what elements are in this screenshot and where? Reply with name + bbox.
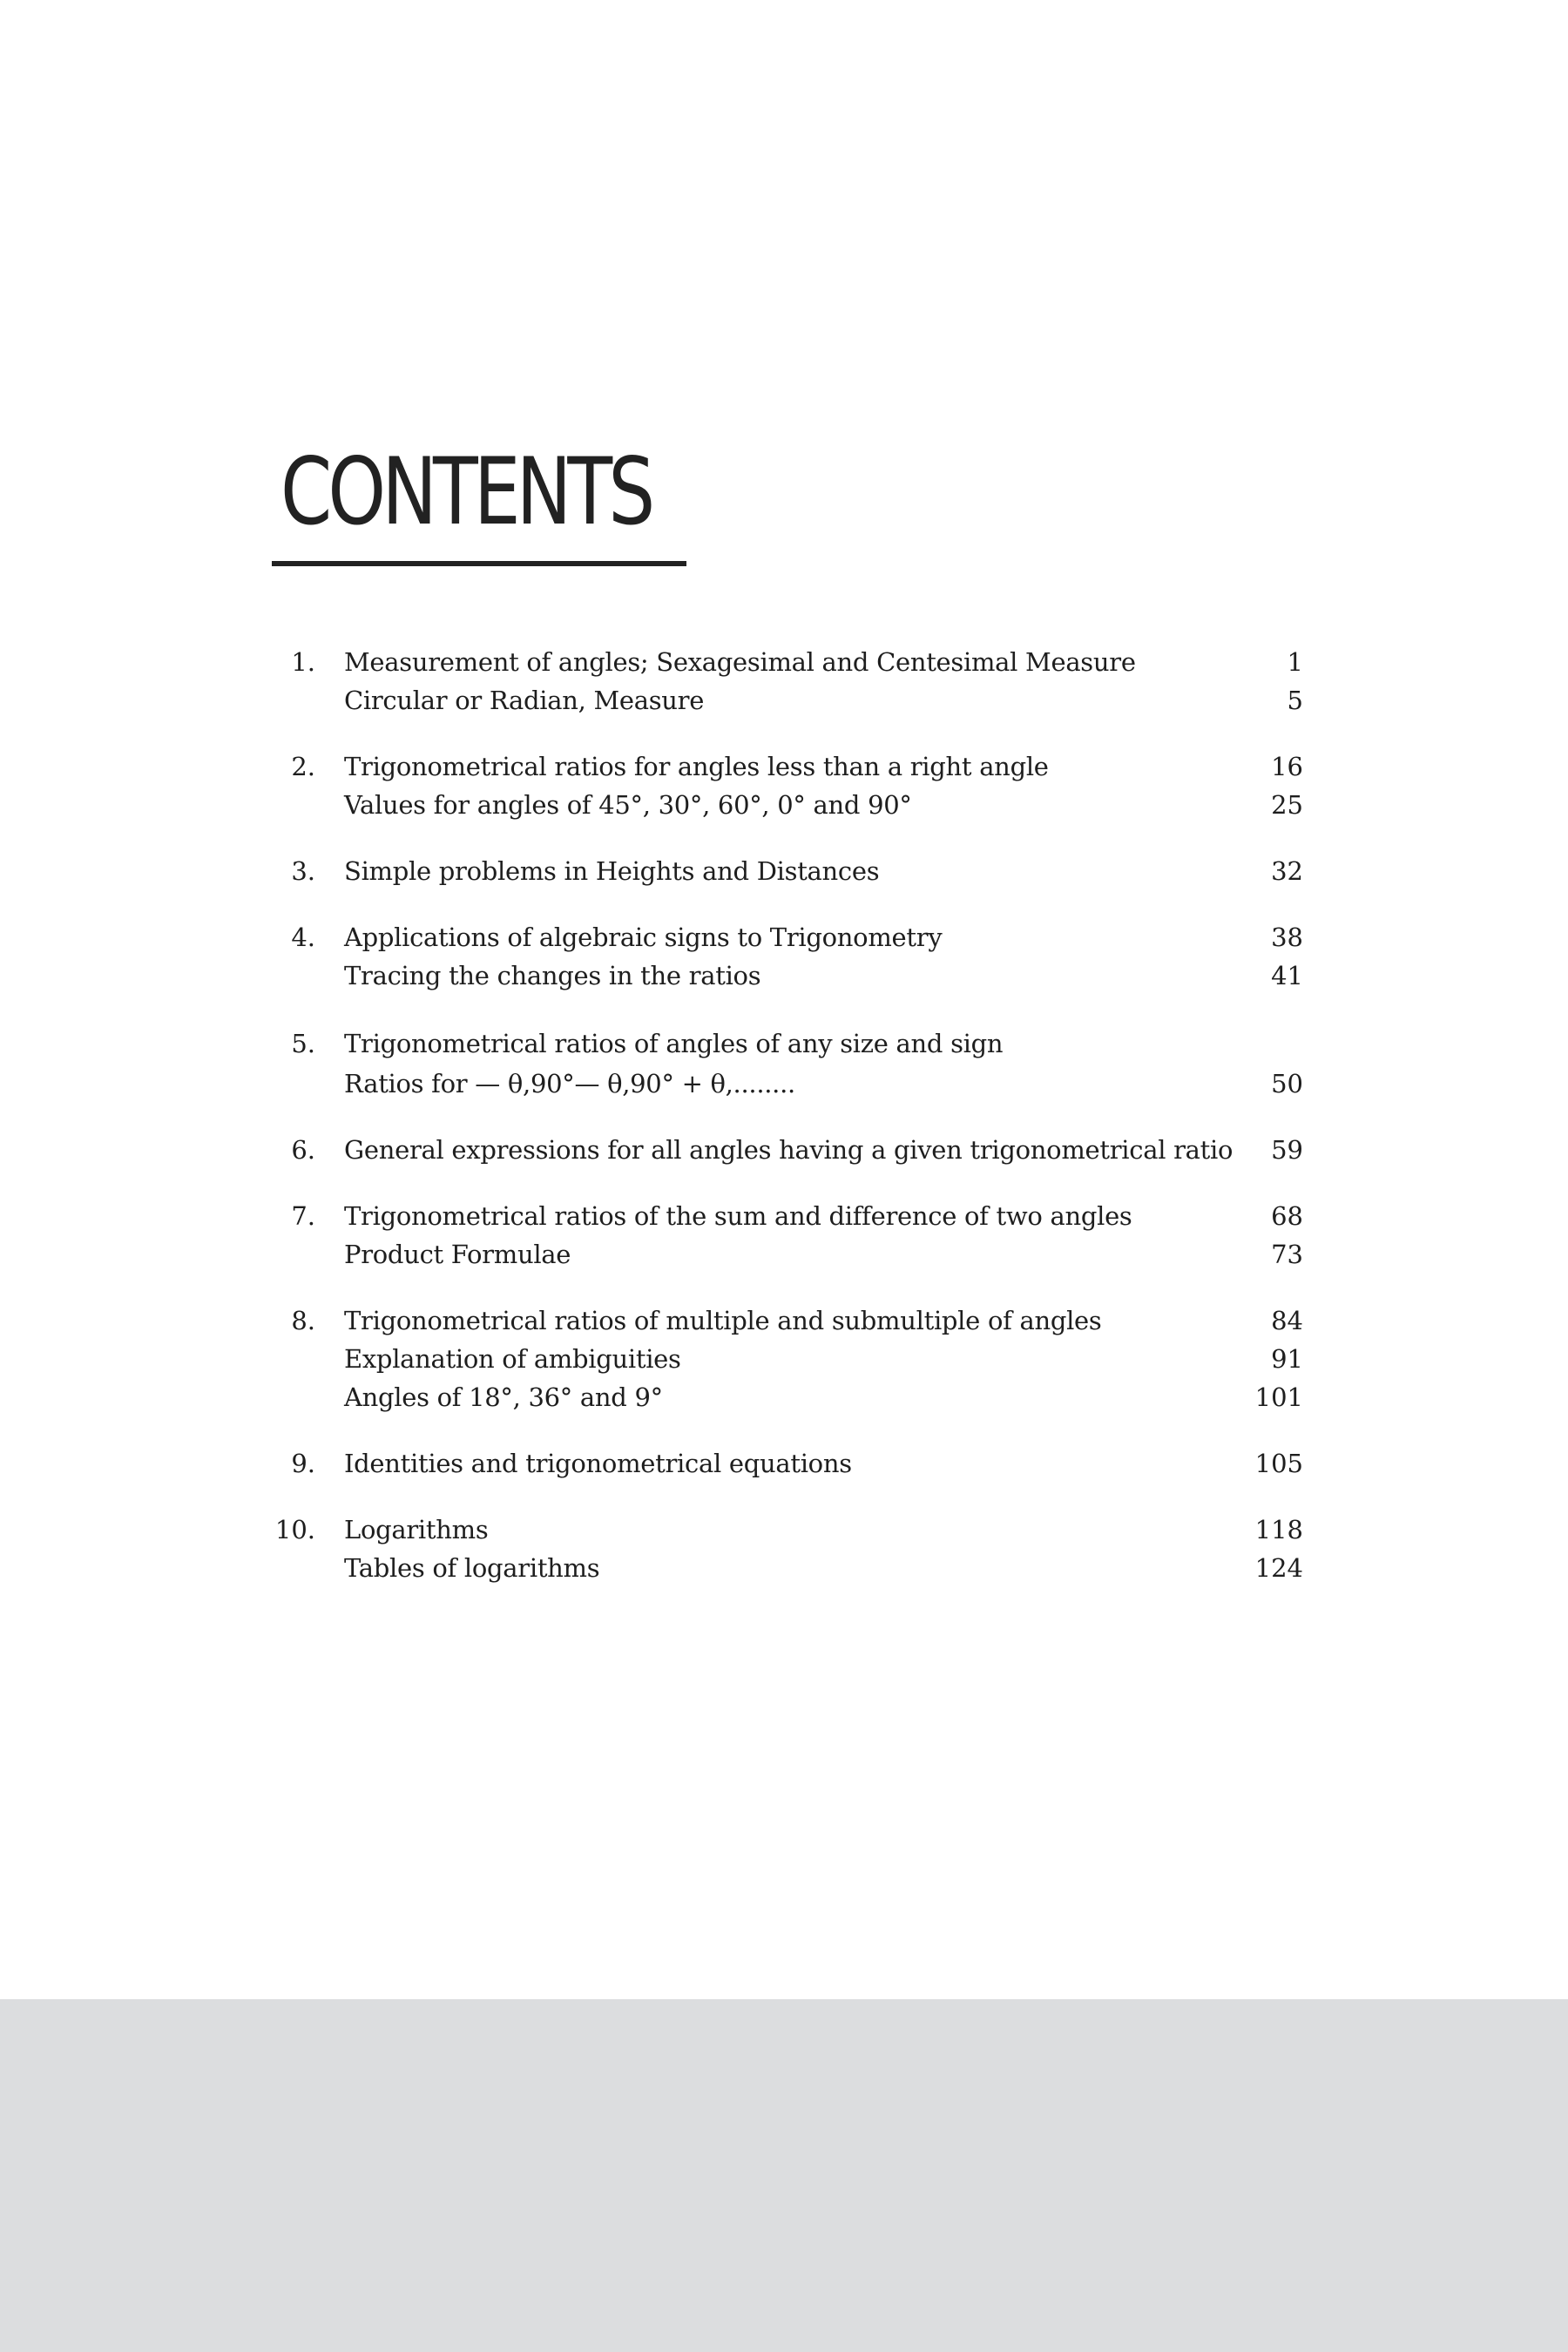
toc-entry bbox=[272, 1444, 1303, 1483]
toc-line bbox=[272, 1340, 1303, 1378]
toc-line bbox=[272, 1378, 1303, 1416]
page-number: 38 bbox=[1271, 923, 1303, 952]
toc-line-title: Simple problems in Heights and Distances bbox=[344, 856, 880, 886]
heading-underline bbox=[272, 561, 686, 566]
page-number: 5 bbox=[1287, 686, 1303, 715]
toc-line bbox=[272, 1235, 1303, 1274]
toc-line-title: Angles of 18°, 36° and 9° bbox=[344, 1382, 663, 1412]
page-number: 32 bbox=[1271, 856, 1303, 886]
toc-line bbox=[272, 1131, 1303, 1169]
toc-line bbox=[272, 1197, 1303, 1235]
page-number: 124 bbox=[1254, 1553, 1303, 1583]
page-number: 73 bbox=[1271, 1240, 1303, 1269]
toc-line bbox=[272, 852, 1303, 890]
page-number: 41 bbox=[1271, 961, 1303, 990]
toc-line-title: Applications of algebraic signs to Trigonometry bbox=[344, 923, 943, 952]
toc-line-title: Explanation of ambiguities bbox=[344, 1344, 681, 1374]
toc-entry bbox=[272, 1511, 1303, 1587]
toc-line-title: Identities and trigonometrical equations bbox=[344, 1449, 852, 1478]
toc-line-title: Trigonometrical ratios for angles less than a right angle bbox=[344, 752, 1049, 781]
chapter-number: 8. bbox=[291, 1306, 315, 1335]
toc-line-title: Product Formulae bbox=[344, 1240, 571, 1269]
page-number: 68 bbox=[1271, 1201, 1303, 1231]
chapter-number: 5. bbox=[291, 1029, 315, 1058]
page-number: 50 bbox=[1271, 1069, 1303, 1098]
page-number: 16 bbox=[1271, 752, 1303, 781]
chapter-number: 4. bbox=[291, 923, 315, 952]
toc-line-title: Tracing the changes in the ratios bbox=[344, 961, 761, 990]
chapter-number: 6. bbox=[291, 1135, 315, 1165]
toc-line-title: Circular or Radian, Measure bbox=[344, 686, 705, 715]
contents-heading bbox=[272, 436, 686, 571]
toc-line bbox=[272, 1064, 1303, 1103]
contents-title: CONTENTS bbox=[280, 438, 652, 545]
toc-entry bbox=[272, 747, 1303, 824]
toc-line bbox=[272, 918, 1303, 956]
toc-line bbox=[272, 1444, 1303, 1483]
chapter-number: 3. bbox=[291, 856, 315, 886]
toc-line bbox=[272, 956, 1303, 995]
toc-entry bbox=[272, 852, 1303, 890]
toc-entry bbox=[272, 1023, 1303, 1103]
toc-line bbox=[272, 681, 1303, 720]
toc-line bbox=[272, 1549, 1303, 1587]
toc-line-title: Trigonometrical ratios of multiple and submultiple of angles bbox=[344, 1306, 1102, 1335]
toc-entry bbox=[272, 1131, 1303, 1169]
chapter-number: 9. bbox=[291, 1449, 315, 1478]
toc-line-title: Measurement of angles; Sexagesimal and Centesimal Measure bbox=[344, 647, 1136, 677]
toc-line bbox=[272, 747, 1303, 786]
toc-line-title: Logarithms bbox=[344, 1515, 489, 1544]
toc-line bbox=[272, 786, 1303, 824]
table-of-contents bbox=[272, 643, 1303, 1615]
page-number: 59 bbox=[1271, 1135, 1303, 1165]
toc-line bbox=[272, 1301, 1303, 1340]
page-number: 101 bbox=[1254, 1382, 1303, 1412]
toc-line bbox=[272, 1511, 1303, 1549]
toc-entry bbox=[272, 1197, 1303, 1274]
chapter-number: 1. bbox=[291, 647, 315, 677]
toc-line-title: Trigonometrical ratios of the sum and difference of two angles bbox=[344, 1201, 1132, 1231]
toc-line-title: Ratios for — θ,90°— θ,90° + θ,........ bbox=[344, 1069, 795, 1098]
page-bottom-band bbox=[0, 1999, 1568, 2352]
toc-line-title: Tables of logarithms bbox=[344, 1553, 600, 1583]
chapter-number: 2. bbox=[291, 752, 315, 781]
toc-entry bbox=[272, 643, 1303, 720]
toc-entry bbox=[272, 1301, 1303, 1416]
toc-line-title: Values for angles of 45°, 30°, 60°, 0° and 90° bbox=[344, 790, 912, 820]
chapter-number: 10. bbox=[274, 1515, 315, 1544]
page-number: 25 bbox=[1271, 790, 1303, 820]
page-number: 91 bbox=[1271, 1344, 1303, 1374]
toc-entry bbox=[272, 918, 1303, 995]
chapter-number: 7. bbox=[291, 1201, 315, 1231]
toc-line-title: Trigonometrical ratios of angles of any size and sign bbox=[344, 1029, 1004, 1058]
toc-line-title: General expressions for all angles having a given trigonometrical ratio bbox=[344, 1135, 1233, 1165]
page-number: 118 bbox=[1254, 1515, 1303, 1544]
page-number: 1 bbox=[1287, 647, 1303, 677]
toc-line bbox=[272, 1023, 1303, 1064]
page-number: 105 bbox=[1254, 1449, 1303, 1478]
page-number: 84 bbox=[1271, 1306, 1303, 1335]
toc-line bbox=[272, 643, 1303, 681]
